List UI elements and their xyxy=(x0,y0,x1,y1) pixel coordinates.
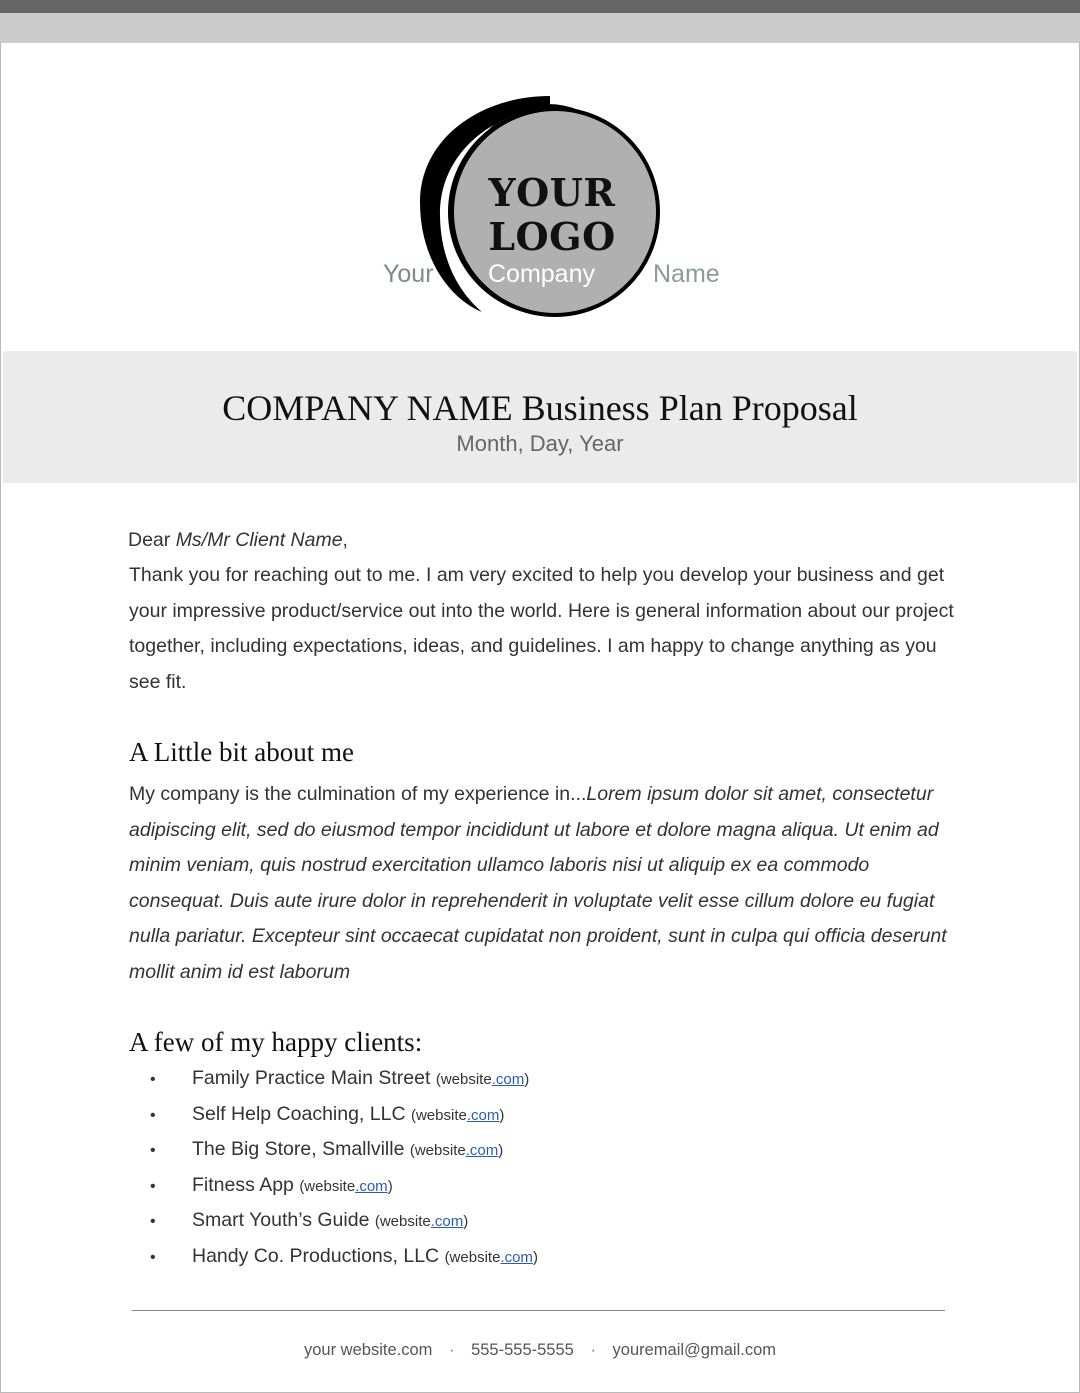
footer-email[interactable]: youremail@gmail.com xyxy=(612,1341,776,1359)
list-item xyxy=(0,1174,1080,1210)
about-lead: My company is the culmination of my experience in... xyxy=(129,783,587,805)
bullet: • xyxy=(150,1142,156,1160)
client-entry xyxy=(192,1245,538,1268)
bullet: • xyxy=(150,1213,156,1231)
client-website-prefix: (website xyxy=(444,1248,501,1266)
clients-list xyxy=(0,1067,1080,1281)
greeting xyxy=(128,523,958,559)
title-band xyxy=(3,351,1077,483)
footer-divider xyxy=(132,1310,945,1311)
top-bar-dark xyxy=(0,0,1080,13)
client-website-prefix: (website xyxy=(409,1142,466,1160)
footer xyxy=(0,1341,1080,1360)
client-website xyxy=(299,1178,392,1195)
client-website xyxy=(410,1142,503,1159)
greeting-suffix: , xyxy=(342,529,348,551)
about-heading: A Little bit about me xyxy=(129,737,354,767)
list-item xyxy=(0,1138,1080,1174)
client-website-suffix: ) xyxy=(498,1142,504,1160)
client-entry xyxy=(192,1174,393,1197)
client-name: The Big Store, Smallville xyxy=(192,1138,405,1161)
client-entry xyxy=(192,1067,529,1090)
client-website-prefix: (website xyxy=(299,1177,356,1195)
intro-paragraph: Thank you for reaching out to me. I am very excited to help you develop your business and get your impressive product/service out into the world. Here is general information about our project together, including expectations, ideas, and guidelines. I am happy to change anything as you see fit. xyxy=(129,564,954,693)
bullet: • xyxy=(150,1106,156,1124)
client-website xyxy=(375,1213,468,1230)
bullet: • xyxy=(150,1071,156,1088)
client-name: Self Help Coaching, LLC xyxy=(192,1102,406,1125)
bullet: • xyxy=(150,1248,156,1266)
client-website xyxy=(445,1249,538,1266)
client-entry xyxy=(192,1209,468,1232)
client-website-link[interactable]: .com xyxy=(355,1177,388,1195)
client-website xyxy=(436,1071,529,1088)
logo-text-line2: LOGO xyxy=(488,214,616,259)
client-website-link[interactable]: .com xyxy=(466,1106,500,1124)
client-name: Family Practice Main Street xyxy=(192,1067,431,1089)
client-entry xyxy=(192,1103,504,1126)
about-paragraph xyxy=(129,777,959,991)
company-name-company: Company xyxy=(488,260,595,288)
footer-separator: · xyxy=(448,1341,455,1359)
client-website xyxy=(411,1107,504,1124)
client-website-link[interactable]: .com xyxy=(491,1071,525,1088)
list-item xyxy=(0,1245,1080,1281)
list-item xyxy=(0,1067,1080,1103)
client-name: Fitness App xyxy=(192,1173,294,1196)
company-name-your: Your xyxy=(383,260,434,288)
client-website-prefix: (website xyxy=(435,1071,492,1088)
list-item xyxy=(0,1103,1080,1139)
clients-heading: A few of my happy clients: xyxy=(129,1027,423,1057)
footer-phone: 555-555-5555 xyxy=(471,1341,574,1359)
bullet: • xyxy=(150,1177,156,1195)
logo-text-line1: YOUR xyxy=(488,170,616,215)
client-entry xyxy=(192,1138,503,1161)
about-lorem: Lorem ipsum dolor sit amet, consectetur adipiscing elit, sed do eiusmod tempor incididunt ut labore et dolore magna aliqua. Ut enim ad minim veniam, quis nostrud exercitation ullamco laboris nisi ut aliquip ex ea commodo consequat. Duis aute irure dolor in reprehenderit in voluptate velit esse cillum dolore eu fugiat nulla pariatur. Excepteur sint occaecat cupidatat non proident, sunt in culpa qui officia deserunt mollit anim id est laborum xyxy=(129,783,947,983)
document-date: Month, Day, Year xyxy=(456,431,624,456)
client-website-suffix: ) xyxy=(532,1248,538,1266)
document-title: COMPANY NAME Business Plan Proposal xyxy=(222,388,858,428)
greeting-client-name: Ms/Mr Client Name xyxy=(175,529,343,551)
top-bar-light xyxy=(0,13,1080,43)
client-name: Smart Youth’s Guide xyxy=(192,1209,370,1232)
greeting-prefix: Dear xyxy=(128,529,176,551)
list-item xyxy=(0,1209,1080,1245)
client-website-suffix: ) xyxy=(387,1177,393,1195)
client-website-suffix: ) xyxy=(524,1071,530,1088)
client-website-prefix: (website xyxy=(410,1106,467,1124)
client-website-prefix: (website xyxy=(374,1213,431,1231)
client-name: Handy Co. Productions, LLC xyxy=(192,1244,440,1267)
company-name-name: Name xyxy=(653,260,720,288)
client-website-suffix: ) xyxy=(463,1213,469,1231)
footer-separator: · xyxy=(590,1341,596,1359)
client-website-link[interactable]: .com xyxy=(465,1142,499,1160)
client-website-link[interactable]: .com xyxy=(430,1213,464,1231)
client-website-suffix: ) xyxy=(499,1106,505,1124)
footer-website[interactable]: your website.com xyxy=(304,1341,433,1359)
logo-area xyxy=(0,80,1080,330)
client-website-link[interactable]: .com xyxy=(500,1248,533,1266)
